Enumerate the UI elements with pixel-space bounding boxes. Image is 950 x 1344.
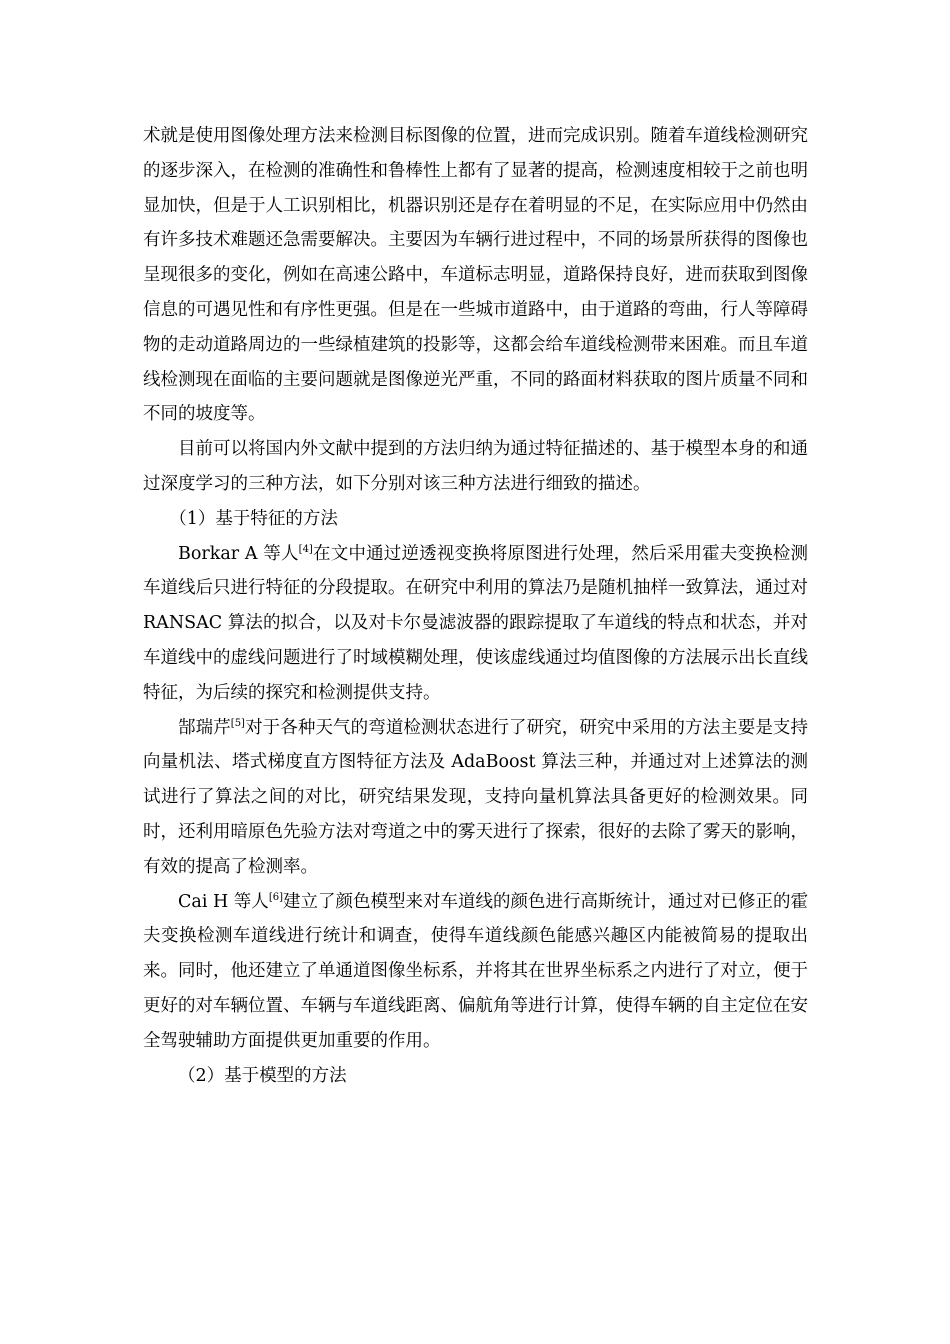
citation-ref: [5]	[230, 717, 245, 729]
citation-author: 郜瑞芹	[178, 717, 231, 738]
paragraph-borkar	[143, 537, 808, 711]
paragraph-text: 建立了颜色模型来对车道线的颜色进行高斯统计，通过对已修正的霍夫变换检测车道线进行统计和调查，使得车道线颜色能感兴趣区内能被简易的提取出来。同时，他还建立了单通道图像坐标系，并将其在世界坐标系之内进行了对立，便于更好的对车辆位置、车辆与车道线距离、偏航角等进行计算，使得车辆的自主定位在安全驾驶辅助方面提供更加重要的作用。	[143, 891, 808, 1051]
section-heading-feature-methods: （1）基于特征的方法	[169, 508, 338, 529]
citation-author: Cai H 等人	[178, 891, 269, 912]
citation-ref: [6]	[268, 891, 283, 903]
paragraph-methods-overview: 目前可以将国内外文献中提到的方法归纳为通过特征描述的、基于模型本身的和通过深度学习的三种方法，如下分别对该三种方法进行细致的描述。	[143, 439, 808, 494]
document-body	[143, 119, 808, 1093]
citation-ref: [4]	[298, 543, 313, 555]
citation-author: Borkar A 等人	[178, 543, 299, 564]
section-heading-model-methods: （2）基于模型的方法	[178, 1065, 347, 1086]
paragraph-cai	[143, 885, 808, 1059]
paragraph-gao	[143, 711, 808, 885]
paragraph-text: 在文中通过逆透视变换将原图进行处理，然后采用霍夫变换检测车道线后只进行特征的分段提取。在研究中利用的算法乃是随机抽样一致算法，通过对 RANSAC 算法的拟合，以及对卡尔曼滤波器的跟踪提取了车道线的特点和状态，并对车道线中的虚线问题进行了时域模糊处理，使该虚线通过均值图像的方法展示出长直线特征，为后续的探究和检测提供支持。	[143, 543, 808, 703]
paragraph-continuation: 术就是使用图像处理方法来检测目标图像的位置，进而完成识别。随着车道线检测研究的逐步深入，在检测的准确性和鲁棒性上都有了显著的提高，检测速度相较于之前也明显加快，但是于人工识别相比，机器识别还是存在着明显的不足，在实际应用中仍然由有许多技术难题还急需要解决。主要因为车辆行进过程中，不同的场景所获得的图像也呈现很多的变化，例如在高速公路中，车道标志明显，道路保持良好，进而获取到图像信息的可遇见性和有序性更强。但是在一些城市道路中，由于道路的弯曲，行人等障碍物的走动道路周边的一些绿植建筑的投影等，这都会给车道线检测带来困难。而且车道线检测现在面临的主要问题就是图像逆光严重，不同的路面材料获取的图片质量不同和不同的坡度等。	[143, 126, 808, 425]
paragraph-text: 对于各种天气的弯道检测状态进行了研究，研究中采用的方法主要是支持向量机法、塔式梯度直方图特征方法及 AdaBoost 算法三种，并通过对上述算法的测试进行了算法之间的对比，研究结果发现，支持向量机算法具备更好的检测效果。同时，还利用暗原色先验方法对弯道之中的雾天进行了探索，很好的去除了雾天的影响，有效的提高了检测率。	[143, 717, 809, 877]
